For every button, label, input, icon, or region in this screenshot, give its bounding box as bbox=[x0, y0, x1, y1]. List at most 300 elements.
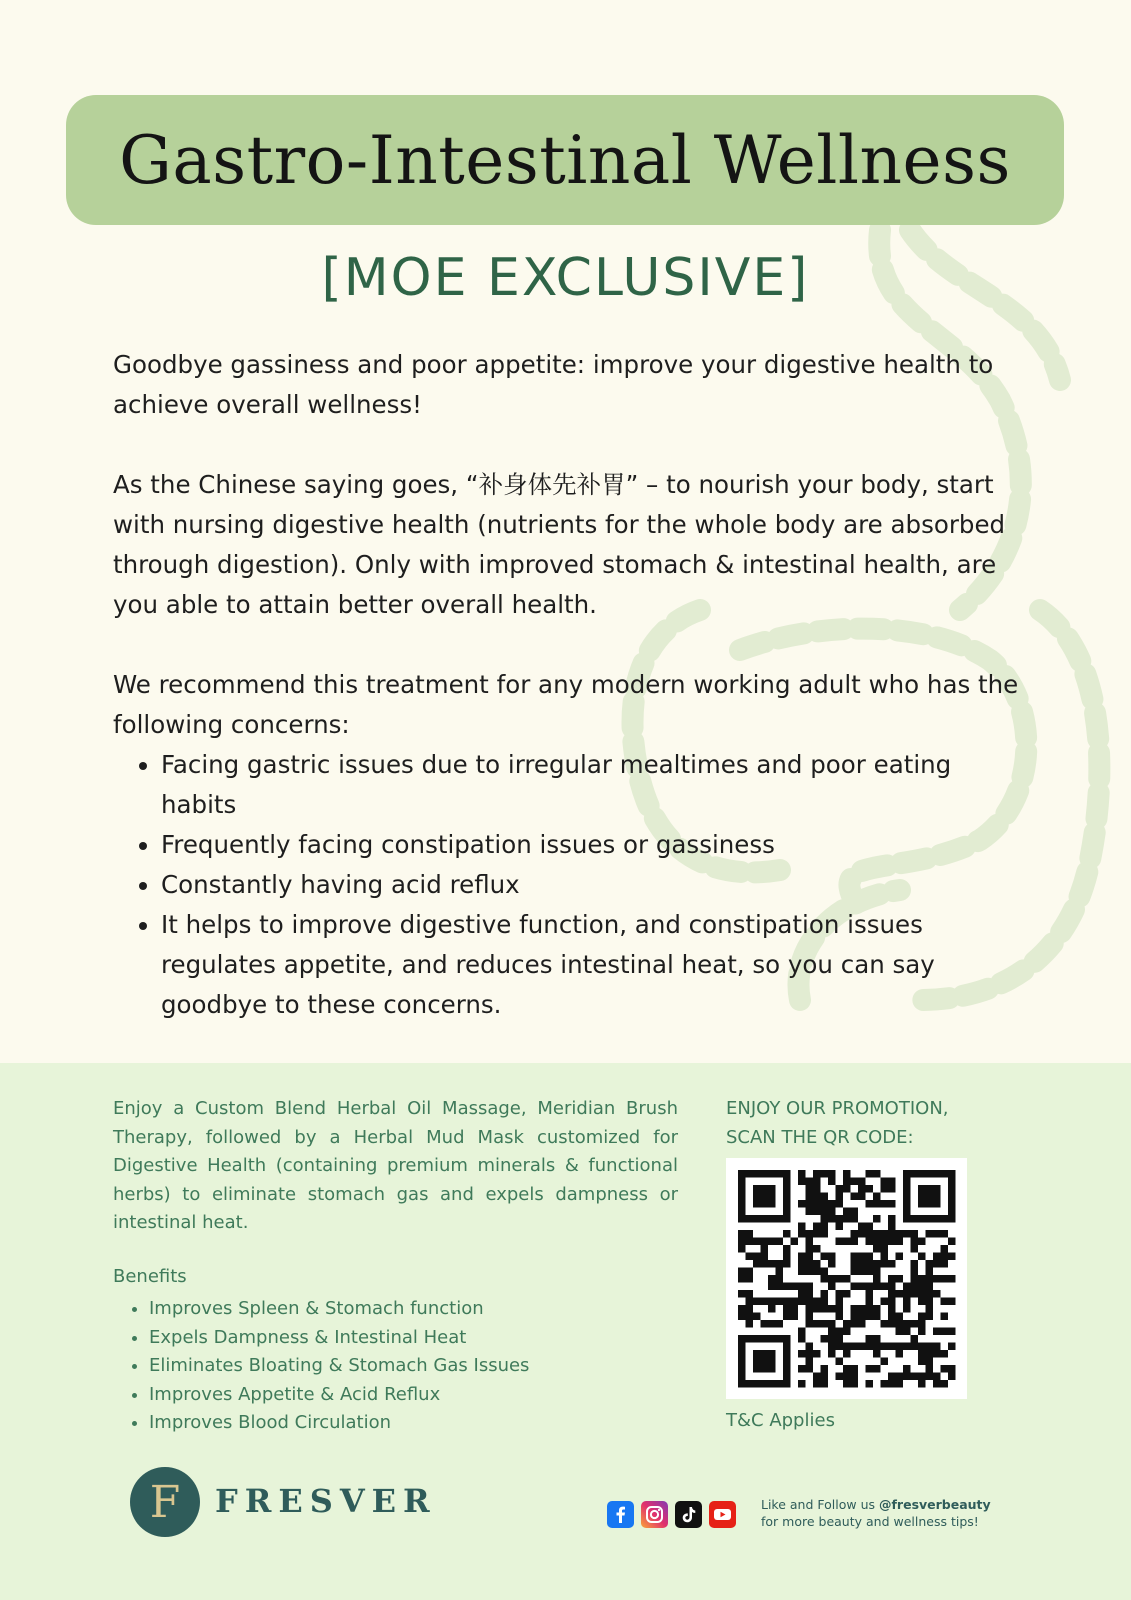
qr-module bbox=[813, 1245, 821, 1253]
qr-module bbox=[866, 1298, 874, 1306]
qr-module bbox=[941, 1260, 949, 1268]
qr-module bbox=[873, 1245, 881, 1253]
qr-module bbox=[866, 1380, 874, 1388]
qr-module bbox=[851, 1230, 859, 1238]
qr-module bbox=[866, 1170, 874, 1178]
qr-module bbox=[866, 1343, 874, 1351]
qr-module bbox=[926, 1275, 934, 1283]
qr-module bbox=[896, 1238, 904, 1246]
qr-module bbox=[798, 1335, 806, 1343]
qr-module bbox=[791, 1298, 799, 1306]
qr-module bbox=[753, 1298, 761, 1306]
qr-module bbox=[828, 1320, 836, 1328]
list-item: • Facing gastric issues due to irregular mealtimes and poor eating habits bbox=[161, 745, 1033, 825]
qr-module bbox=[866, 1185, 874, 1193]
qr-module bbox=[941, 1380, 949, 1388]
qr-module bbox=[858, 1320, 866, 1328]
qr-module bbox=[836, 1313, 844, 1321]
qr-module bbox=[806, 1260, 814, 1268]
qr-module bbox=[798, 1290, 806, 1298]
qr-module bbox=[881, 1343, 889, 1351]
qr-module bbox=[738, 1238, 746, 1246]
qr-module bbox=[843, 1343, 851, 1351]
qr-module bbox=[941, 1275, 949, 1283]
qr-module bbox=[843, 1170, 851, 1178]
qr-module bbox=[806, 1268, 814, 1276]
qr-module bbox=[783, 1253, 791, 1261]
qr-module bbox=[753, 1253, 761, 1261]
qr-module bbox=[873, 1193, 881, 1201]
qr-module bbox=[746, 1305, 754, 1313]
qr-module bbox=[948, 1253, 956, 1261]
qr-module bbox=[926, 1350, 934, 1358]
qr-module bbox=[806, 1245, 814, 1253]
qr-module bbox=[873, 1215, 881, 1223]
qr-module bbox=[926, 1268, 934, 1276]
qr-module bbox=[828, 1178, 836, 1186]
qr-module bbox=[828, 1305, 836, 1313]
qr-module bbox=[843, 1350, 851, 1358]
qr-module bbox=[843, 1365, 851, 1373]
qr-module bbox=[888, 1238, 896, 1246]
qr-module bbox=[873, 1230, 881, 1238]
qr-module bbox=[776, 1268, 784, 1276]
qr-module bbox=[941, 1245, 949, 1253]
qr-module bbox=[813, 1193, 821, 1201]
qr-module bbox=[851, 1365, 859, 1373]
qr-module bbox=[941, 1350, 949, 1358]
qr-module bbox=[798, 1200, 806, 1208]
qr-module bbox=[836, 1328, 844, 1336]
qr-module bbox=[828, 1215, 836, 1223]
list-item: • Constantly having acid reflux bbox=[161, 865, 1033, 905]
qr-module bbox=[918, 1320, 926, 1328]
qr-module bbox=[806, 1208, 814, 1216]
qr-module bbox=[858, 1260, 866, 1268]
qr-module bbox=[858, 1305, 866, 1313]
qr-module bbox=[896, 1320, 904, 1328]
qr-module bbox=[881, 1320, 889, 1328]
qr-module bbox=[903, 1305, 911, 1313]
qr-module bbox=[873, 1275, 881, 1283]
qr-module bbox=[813, 1260, 821, 1268]
qr-module bbox=[768, 1260, 776, 1268]
qr-module bbox=[933, 1350, 941, 1358]
qr-module bbox=[858, 1178, 866, 1186]
benefits-heading: Benefits bbox=[113, 1266, 187, 1287]
qr-module bbox=[918, 1343, 926, 1351]
qr-module bbox=[851, 1305, 859, 1313]
qr-module bbox=[738, 1268, 746, 1276]
qr-module bbox=[948, 1275, 956, 1283]
qr-module bbox=[768, 1283, 776, 1291]
qr-module bbox=[911, 1238, 919, 1246]
qr-module bbox=[888, 1275, 896, 1283]
qr-module bbox=[888, 1343, 896, 1351]
qr-module bbox=[738, 1290, 746, 1298]
qr-module bbox=[858, 1313, 866, 1321]
qr-module bbox=[798, 1328, 806, 1336]
list-item: • Expels Dampness & Intestinal Heat bbox=[149, 1324, 529, 1353]
qr-module bbox=[791, 1305, 799, 1313]
qr-module bbox=[918, 1328, 926, 1336]
list-item: • Frequently facing constipation issues or gassiness bbox=[161, 825, 1033, 865]
qr-module bbox=[836, 1358, 844, 1366]
qr-module bbox=[821, 1170, 829, 1178]
qr-module bbox=[933, 1230, 941, 1238]
qr-module bbox=[776, 1298, 784, 1306]
qr-module bbox=[821, 1193, 829, 1201]
qr-module bbox=[858, 1185, 866, 1193]
promo-heading bbox=[726, 1095, 1006, 1152]
qr-module bbox=[761, 1253, 769, 1261]
qr-module bbox=[783, 1260, 791, 1268]
qr-module bbox=[866, 1313, 874, 1321]
qr-module bbox=[911, 1343, 919, 1351]
qr-module bbox=[896, 1313, 904, 1321]
qr-module bbox=[851, 1260, 859, 1268]
qr-module bbox=[821, 1215, 829, 1223]
qr-module bbox=[881, 1358, 889, 1366]
qr-module bbox=[836, 1373, 844, 1381]
qr-module bbox=[813, 1185, 821, 1193]
qr-module bbox=[873, 1313, 881, 1321]
qr-module bbox=[828, 1208, 836, 1216]
qr-module bbox=[821, 1373, 829, 1381]
qr-module bbox=[738, 1230, 746, 1238]
qr-module bbox=[903, 1365, 911, 1373]
qr-module bbox=[888, 1373, 896, 1381]
tiktok-icon[interactable] bbox=[675, 1501, 702, 1528]
qr-module bbox=[866, 1290, 874, 1298]
qr-module bbox=[881, 1253, 889, 1261]
treatment-description: Enjoy a Custom Blend Herbal Oil Massage, Meridian Brush Therapy, followed by a Herbal Mud Mask customized for Digestive Health (containing premium minerals & functional herbs) to eliminate stomach gas and expels dampness or intestinal heat. bbox=[113, 1098, 678, 1233]
qr-module bbox=[813, 1223, 821, 1231]
qr-module bbox=[948, 1373, 956, 1381]
qr-module bbox=[851, 1343, 859, 1351]
qr-module bbox=[896, 1350, 904, 1358]
qr-module bbox=[821, 1223, 829, 1231]
qr-module bbox=[918, 1350, 926, 1358]
qr-module bbox=[873, 1283, 881, 1291]
qr-module bbox=[851, 1373, 859, 1381]
qr-module bbox=[843, 1178, 851, 1186]
promo-line: SCAN THE QR CODE: bbox=[726, 1126, 914, 1148]
qr-module bbox=[821, 1305, 829, 1313]
qr-module bbox=[806, 1343, 814, 1351]
intro-section bbox=[113, 345, 1033, 1025]
qr-module bbox=[761, 1298, 769, 1306]
follow-line bbox=[761, 1496, 991, 1513]
qr-module bbox=[768, 1305, 776, 1313]
qr-module bbox=[896, 1328, 904, 1336]
qr-module bbox=[813, 1380, 821, 1388]
qr-module bbox=[806, 1238, 814, 1246]
qr-module bbox=[813, 1350, 821, 1358]
qr-module bbox=[926, 1343, 934, 1351]
concerns-list bbox=[113, 745, 1033, 1025]
qr-module bbox=[911, 1373, 919, 1381]
list-item: • Improves Spleen & Stomach function bbox=[149, 1295, 529, 1324]
qr-module bbox=[806, 1185, 814, 1193]
qr-module bbox=[881, 1200, 889, 1208]
qr-module bbox=[941, 1365, 949, 1373]
qr-module bbox=[813, 1320, 821, 1328]
list-item: • Improves Appetite & Acid Reflux bbox=[149, 1381, 529, 1410]
qr-module bbox=[776, 1283, 784, 1291]
qr-module bbox=[798, 1298, 806, 1306]
qr-module bbox=[828, 1275, 836, 1283]
qr-module bbox=[783, 1298, 791, 1306]
qr-module bbox=[888, 1320, 896, 1328]
qr-module bbox=[948, 1365, 956, 1373]
qr-module bbox=[926, 1373, 934, 1381]
qr-module bbox=[798, 1380, 806, 1388]
terms-note: T&C Applies bbox=[726, 1410, 835, 1431]
qr-module bbox=[888, 1380, 896, 1388]
qr-module bbox=[926, 1305, 934, 1313]
intro-paragraph: As the Chinese saying goes, “补身体先补胃” – to nourish your body, start with nursing digestive health (nutrients for the whole body are absorbed through digestion). Only with improved stomach & intestinal health, are you able to attain better overall health. bbox=[113, 470, 1006, 619]
qr-module bbox=[903, 1320, 911, 1328]
qr-module bbox=[761, 1238, 769, 1246]
qr-module bbox=[806, 1358, 814, 1366]
qr-module bbox=[888, 1223, 896, 1231]
qr-module bbox=[813, 1208, 821, 1216]
qr-module bbox=[798, 1230, 806, 1238]
qr-finder-pattern bbox=[918, 1185, 941, 1208]
qr-module bbox=[933, 1275, 941, 1283]
qr-finder-pattern bbox=[753, 1185, 776, 1208]
qr-module bbox=[836, 1238, 844, 1246]
qr-module bbox=[896, 1230, 904, 1238]
qr-module bbox=[873, 1200, 881, 1208]
qr-module bbox=[738, 1275, 746, 1283]
qr-module bbox=[843, 1373, 851, 1381]
follow-prefix: Like and Follow us bbox=[761, 1497, 879, 1512]
qr-module bbox=[888, 1200, 896, 1208]
youtube-icon[interactable] bbox=[709, 1501, 736, 1528]
qr-module bbox=[821, 1380, 829, 1388]
qr-module bbox=[821, 1208, 829, 1216]
qr-module bbox=[896, 1380, 904, 1388]
qr-module bbox=[813, 1200, 821, 1208]
qr-module bbox=[918, 1298, 926, 1306]
qr-module bbox=[926, 1358, 934, 1366]
qr-code[interactable] bbox=[726, 1158, 967, 1399]
qr-module bbox=[926, 1230, 934, 1238]
qr-module bbox=[941, 1230, 949, 1238]
qr-module bbox=[828, 1335, 836, 1343]
qr-module bbox=[791, 1313, 799, 1321]
qr-module bbox=[903, 1298, 911, 1306]
qr-module bbox=[836, 1215, 844, 1223]
qr-module bbox=[798, 1268, 806, 1276]
qr-module bbox=[851, 1283, 859, 1291]
qr-module bbox=[918, 1313, 926, 1321]
qr-module bbox=[813, 1230, 821, 1238]
qr-module bbox=[911, 1230, 919, 1238]
qr-module bbox=[813, 1268, 821, 1276]
qr-module bbox=[768, 1298, 776, 1306]
qr-module bbox=[888, 1298, 896, 1306]
qr-module bbox=[918, 1238, 926, 1246]
qr-module bbox=[836, 1185, 844, 1193]
qr-module bbox=[911, 1260, 919, 1268]
qr-module bbox=[881, 1185, 889, 1193]
qr-module bbox=[836, 1223, 844, 1231]
qr-module bbox=[738, 1313, 746, 1321]
qr-module bbox=[896, 1290, 904, 1298]
qr-module bbox=[858, 1223, 866, 1231]
qr-module bbox=[843, 1290, 851, 1298]
qr-module bbox=[783, 1305, 791, 1313]
intro-paragraph: We recommend this treatment for any modern working adult who has the following concerns: bbox=[113, 670, 1019, 739]
qr-module bbox=[761, 1320, 769, 1328]
qr-module bbox=[851, 1313, 859, 1321]
qr-module bbox=[888, 1260, 896, 1268]
qr-module bbox=[798, 1260, 806, 1268]
list-item: • It helps to improve digestive function, and constipation issues regulates appetite, and reduces intestinal heat, so you can say goodbye to these concerns. bbox=[161, 905, 1033, 1025]
qr-module bbox=[858, 1230, 866, 1238]
qr-module bbox=[753, 1238, 761, 1246]
qr-module bbox=[941, 1253, 949, 1261]
benefits-list bbox=[113, 1295, 529, 1438]
qr-module bbox=[918, 1290, 926, 1298]
qr-module bbox=[888, 1178, 896, 1186]
qr-module bbox=[821, 1268, 829, 1276]
qr-module bbox=[933, 1253, 941, 1261]
qr-module bbox=[843, 1275, 851, 1283]
qr-module bbox=[821, 1298, 829, 1306]
qr-module bbox=[933, 1380, 941, 1388]
qr-module bbox=[821, 1230, 829, 1238]
qr-module bbox=[888, 1290, 896, 1298]
qr-finder-pattern bbox=[753, 1350, 776, 1373]
qr-module bbox=[851, 1208, 859, 1216]
qr-module bbox=[911, 1290, 919, 1298]
qr-module bbox=[866, 1260, 874, 1268]
qr-module bbox=[791, 1238, 799, 1246]
qr-module bbox=[806, 1283, 814, 1291]
qr-module bbox=[806, 1290, 814, 1298]
qr-module bbox=[858, 1268, 866, 1276]
brand-logo bbox=[130, 1467, 200, 1537]
qr-module bbox=[828, 1328, 836, 1336]
qr-module bbox=[941, 1313, 949, 1321]
qr-module bbox=[746, 1253, 754, 1261]
qr-module bbox=[903, 1373, 911, 1381]
qr-module bbox=[753, 1313, 761, 1321]
page-title: Gastro-Intestinal Wellness bbox=[119, 121, 1011, 199]
qr-module bbox=[828, 1253, 836, 1261]
qr-module bbox=[866, 1230, 874, 1238]
qr-module bbox=[866, 1223, 874, 1231]
logo-letter: F bbox=[149, 1476, 181, 1528]
qr-module bbox=[881, 1238, 889, 1246]
qr-module bbox=[798, 1178, 806, 1186]
qr-module bbox=[798, 1223, 806, 1231]
qr-module bbox=[836, 1193, 844, 1201]
qr-module bbox=[768, 1238, 776, 1246]
qr-module bbox=[873, 1170, 881, 1178]
qr-module bbox=[746, 1238, 754, 1246]
qr-module bbox=[836, 1200, 844, 1208]
instagram-icon[interactable] bbox=[641, 1501, 668, 1528]
follow-line: for more beauty and wellness tips! bbox=[761, 1514, 979, 1529]
qr-module bbox=[873, 1238, 881, 1246]
qr-module bbox=[918, 1253, 926, 1261]
facebook-icon[interactable] bbox=[607, 1501, 634, 1528]
qr-module bbox=[866, 1238, 874, 1246]
qr-module bbox=[746, 1298, 754, 1306]
qr-module bbox=[776, 1320, 784, 1328]
qr-module bbox=[918, 1373, 926, 1381]
qr-module bbox=[851, 1193, 859, 1201]
qr-module bbox=[873, 1365, 881, 1373]
qr-module bbox=[941, 1298, 949, 1306]
qr-module bbox=[813, 1170, 821, 1178]
qr-module bbox=[783, 1245, 791, 1253]
qr-module bbox=[941, 1328, 949, 1336]
qr-module bbox=[768, 1320, 776, 1328]
qr-module bbox=[896, 1373, 904, 1381]
qr-module bbox=[896, 1253, 904, 1261]
qr-module bbox=[933, 1328, 941, 1336]
qr-module bbox=[836, 1290, 844, 1298]
qr-module bbox=[806, 1193, 814, 1201]
qr-module bbox=[911, 1320, 919, 1328]
qr-module bbox=[888, 1185, 896, 1193]
qr-module bbox=[881, 1380, 889, 1388]
qr-module bbox=[918, 1283, 926, 1291]
qr-module bbox=[783, 1313, 791, 1321]
qr-module bbox=[798, 1253, 806, 1261]
qr-module bbox=[926, 1290, 934, 1298]
qr-module bbox=[851, 1380, 859, 1388]
qr-module bbox=[836, 1275, 844, 1283]
qr-module bbox=[926, 1298, 934, 1306]
qr-module bbox=[821, 1365, 829, 1373]
qr-module bbox=[806, 1313, 814, 1321]
list-item: • Eliminates Bloating & Stomach Gas Issues bbox=[149, 1352, 529, 1381]
qr-module bbox=[843, 1328, 851, 1336]
qr-module bbox=[806, 1298, 814, 1306]
qr-module bbox=[806, 1200, 814, 1208]
qr-module bbox=[798, 1283, 806, 1291]
qr-module bbox=[836, 1298, 844, 1306]
qr-module bbox=[911, 1245, 919, 1253]
qr-module bbox=[821, 1253, 829, 1261]
qr-module bbox=[866, 1305, 874, 1313]
qr-module bbox=[851, 1268, 859, 1276]
qr-module bbox=[776, 1275, 784, 1283]
qr-module bbox=[903, 1230, 911, 1238]
qr-module bbox=[911, 1283, 919, 1291]
qr-module bbox=[813, 1178, 821, 1186]
qr-module bbox=[948, 1298, 956, 1306]
title-banner bbox=[66, 95, 1064, 225]
qr-module bbox=[918, 1275, 926, 1283]
qr-module bbox=[933, 1343, 941, 1351]
qr-module bbox=[851, 1238, 859, 1246]
qr-module bbox=[828, 1343, 836, 1351]
qr-module bbox=[866, 1283, 874, 1291]
qr-module bbox=[746, 1320, 754, 1328]
qr-module bbox=[926, 1283, 934, 1291]
qr-module bbox=[873, 1350, 881, 1358]
qr-module bbox=[851, 1253, 859, 1261]
qr-module bbox=[828, 1200, 836, 1208]
